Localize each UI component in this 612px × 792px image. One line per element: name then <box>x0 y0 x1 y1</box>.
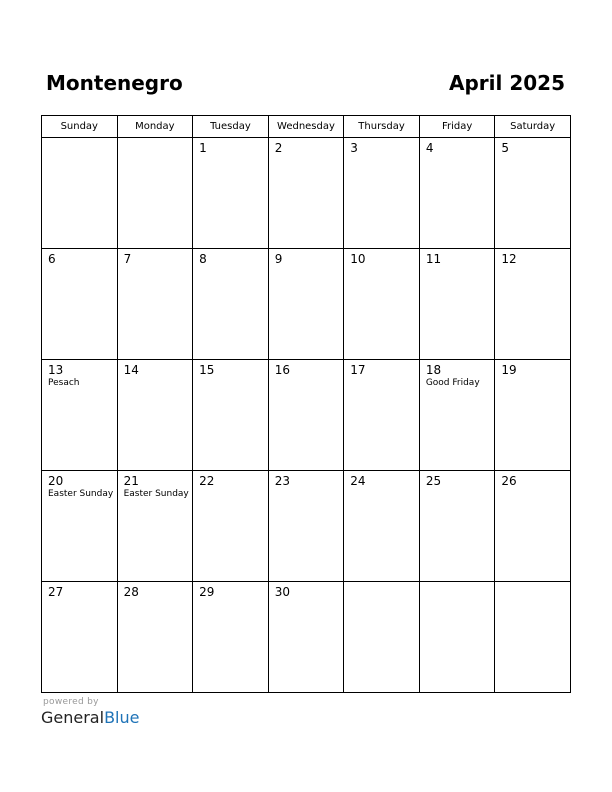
holiday-label <box>420 488 495 489</box>
day-number: 18 <box>425 363 442 377</box>
day-number: 13 <box>48 363 64 377</box>
weekday-tuesday: Tuesday <box>193 116 269 138</box>
week-row <box>42 471 571 582</box>
day-cell <box>42 138 118 249</box>
weekday-monday: Monday <box>117 116 193 138</box>
holiday-label <box>118 599 193 600</box>
day-cell <box>495 360 571 471</box>
day-number: 7 <box>123 252 132 266</box>
day-cell <box>268 582 344 693</box>
holiday-label <box>269 155 344 156</box>
day-number: 11 <box>425 252 442 266</box>
day-number: 1 <box>199 141 207 155</box>
generalblue-logo <box>41 708 139 727</box>
day-cell <box>42 360 118 471</box>
day-cell <box>495 471 571 582</box>
weekday-thursday: Thursday <box>344 116 420 138</box>
day-number: 17 <box>350 363 366 377</box>
holiday-label <box>193 377 268 378</box>
day-cell <box>268 138 344 249</box>
day-cell <box>117 360 193 471</box>
day-number: 6 <box>48 252 56 266</box>
holiday-label <box>495 586 570 587</box>
calendar-grid <box>41 115 571 693</box>
day-number: 3 <box>350 141 358 155</box>
day-cell <box>193 582 269 693</box>
day-number: 19 <box>501 363 517 377</box>
day-number: 10 <box>350 252 366 266</box>
holiday-label <box>344 586 419 587</box>
day-number: 24 <box>350 474 366 488</box>
day-cell <box>419 138 495 249</box>
day-number: 25 <box>425 474 442 488</box>
day-number: 30 <box>274 585 290 599</box>
day-number: 8 <box>199 252 207 266</box>
day-cell <box>193 138 269 249</box>
holiday-label <box>344 377 419 378</box>
holiday-label <box>420 266 495 267</box>
holiday-label <box>193 155 268 156</box>
day-number: 26 <box>501 474 517 488</box>
day-cell <box>117 138 193 249</box>
day-cell <box>268 471 344 582</box>
weekday-header-row <box>42 116 571 138</box>
week-row <box>42 582 571 693</box>
week-row <box>42 138 571 249</box>
holiday-label <box>118 377 193 378</box>
day-cell <box>495 249 571 360</box>
holiday-label <box>344 266 419 267</box>
holiday-label <box>42 266 117 267</box>
week-row <box>42 360 571 471</box>
day-cell <box>42 471 118 582</box>
week-row <box>42 249 571 360</box>
day-number: 12 <box>501 252 517 266</box>
holiday-label <box>344 488 419 489</box>
day-number: 4 <box>425 141 434 155</box>
day-cell <box>419 249 495 360</box>
holiday-label <box>193 488 268 489</box>
day-number: 21 <box>123 474 139 488</box>
calendar-body <box>42 138 571 693</box>
logo-general-text: General <box>41 708 105 727</box>
holiday-label <box>42 142 117 143</box>
day-number: 20 <box>48 474 64 488</box>
holiday-label <box>269 377 344 378</box>
day-cell <box>344 249 420 360</box>
holiday-label <box>193 266 268 267</box>
holiday-label: Pesach <box>48 378 80 388</box>
day-cell <box>193 249 269 360</box>
holiday-label <box>193 599 268 600</box>
day-number: 14 <box>123 363 139 377</box>
logo-blue-text: Blue <box>104 708 140 727</box>
day-number: 27 <box>48 585 64 599</box>
holiday-label: Easter Sunday <box>123 489 189 499</box>
day-number: 5 <box>501 141 510 155</box>
holiday-label <box>269 488 344 489</box>
weekday-friday: Friday <box>419 116 495 138</box>
holiday-label: Easter Sunday <box>48 489 114 499</box>
day-cell <box>117 582 193 693</box>
holiday-label <box>269 599 344 600</box>
day-cell <box>344 471 420 582</box>
day-cell <box>495 582 571 693</box>
day-cell <box>419 582 495 693</box>
weekday-sunday: Sunday <box>42 116 118 138</box>
day-cell <box>419 471 495 582</box>
holiday-label <box>269 266 344 267</box>
holiday-label <box>495 488 570 489</box>
country-title: Montenegro <box>46 71 183 95</box>
day-number: 29 <box>199 585 215 599</box>
day-cell <box>344 360 420 471</box>
day-cell <box>344 582 420 693</box>
day-cell <box>419 360 495 471</box>
day-cell <box>117 471 193 582</box>
holiday-label <box>495 377 570 378</box>
day-number: 2 <box>274 141 283 155</box>
day-number: 16 <box>274 363 290 377</box>
day-cell <box>268 249 344 360</box>
powered-by-label: powered by <box>43 697 99 707</box>
holiday-label <box>420 586 495 587</box>
day-cell <box>268 360 344 471</box>
holiday-label <box>42 599 117 600</box>
holiday-label <box>495 155 570 156</box>
day-cell <box>344 138 420 249</box>
day-number: 15 <box>199 363 215 377</box>
day-number: 22 <box>199 474 215 488</box>
day-cell <box>495 138 571 249</box>
holiday-label <box>118 142 193 143</box>
day-cell <box>117 249 193 360</box>
day-cell <box>193 360 269 471</box>
day-number: 9 <box>274 252 283 266</box>
month-title: April 2025 <box>449 71 565 95</box>
holiday-label: Good Friday <box>425 378 480 388</box>
holiday-label <box>344 155 419 156</box>
holiday-label <box>495 266 570 267</box>
day-number: 28 <box>123 585 139 599</box>
holiday-label <box>420 155 495 156</box>
day-cell <box>42 582 118 693</box>
day-cell <box>193 471 269 582</box>
day-cell <box>42 249 118 360</box>
day-number: 23 <box>274 474 290 488</box>
holiday-label <box>118 266 193 267</box>
weekday-wednesday: Wednesday <box>268 116 344 138</box>
weekday-saturday: Saturday <box>495 116 571 138</box>
